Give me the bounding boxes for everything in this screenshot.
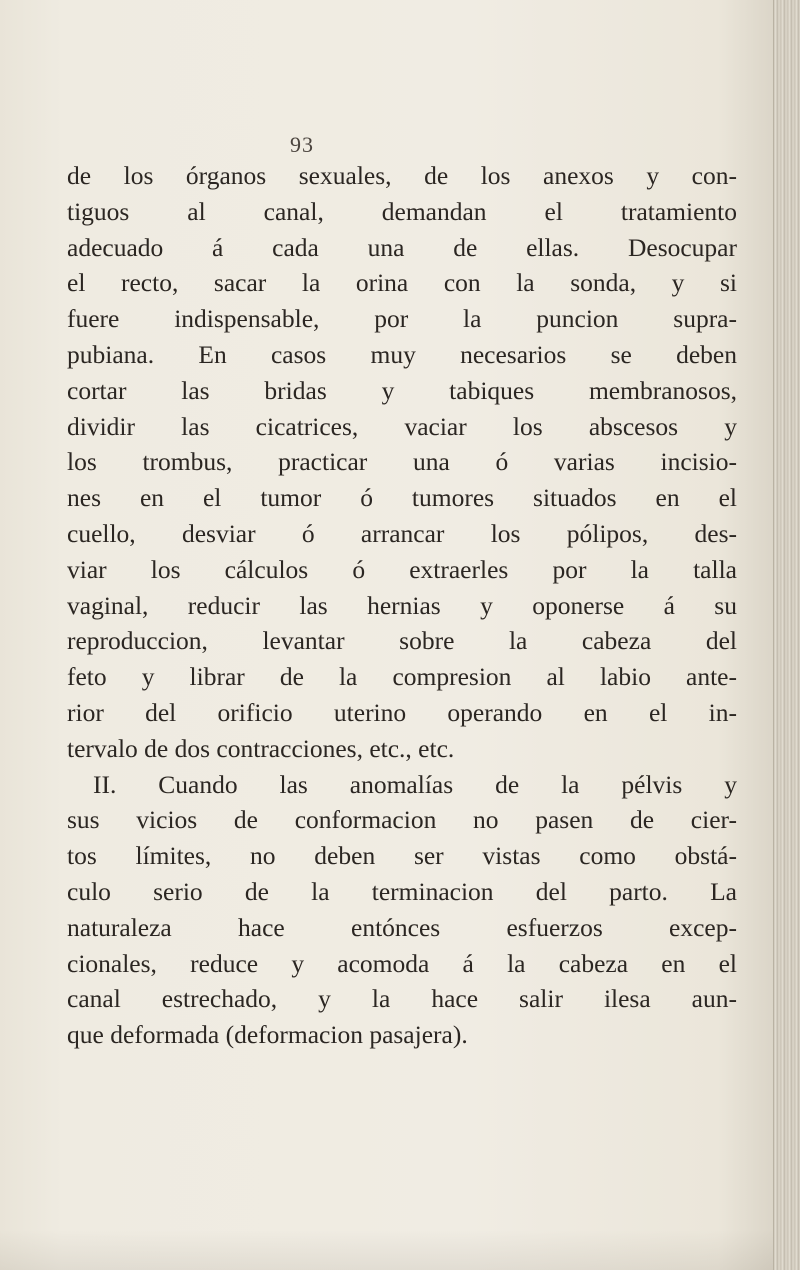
- text-line: tos límites, no deben ser vistas como obstá-: [67, 841, 737, 871]
- text-line: vaginal, reducir las hernias y oponerse á su: [67, 590, 737, 620]
- text-line: adecuado á cada una de ellas. Desocupar: [67, 232, 737, 262]
- page-bottom-shadow: [0, 1230, 780, 1270]
- book-page-edge: [773, 0, 800, 1270]
- text-line: II. Cuando las anomalías de la pélvis y: [93, 769, 737, 799]
- text-line: sus vicios de conformacion no pasen de cier-: [67, 805, 737, 835]
- text-line: tervalo de dos contracciones, etc., etc.: [67, 733, 455, 763]
- text-line: viar los cálculos ó extraerles por la talla: [67, 554, 737, 584]
- text-line: de los órganos sexuales, de los anexos y con-: [67, 161, 737, 190]
- body-text: [67, 158, 737, 1053]
- text-line: rior del orificio uterino operando en el in-: [67, 697, 737, 727]
- text-line: cortar las bridas y tabiques membranosos,: [67, 375, 737, 405]
- text-line: pubiana. En casos muy necesarios se deben: [67, 339, 737, 369]
- text-line: reproduccion, levantar sobre la cabeza del: [67, 626, 737, 656]
- text-line: nes en el tumor ó tumores situados en el: [67, 483, 737, 513]
- text-line: dividir las cicatrices, vaciar los abscesos y: [67, 411, 737, 441]
- text-line: cionales, reduce y acomoda á la cabeza en el: [67, 948, 737, 978]
- text-line: canal estrechado, y la hace salir ilesa aun-: [67, 984, 737, 1014]
- text-line: fuere indispensable, por la puncion supra-: [67, 304, 737, 334]
- text-line: tiguos al canal, demandan el tratamiento: [67, 196, 737, 226]
- text-line: el recto, sacar la orina con la sonda, y si: [67, 268, 737, 298]
- text-line: naturaleza hace entónces esfuerzos excep-: [67, 912, 737, 942]
- text-line: culo serio de la terminacion del parto. La: [67, 876, 737, 906]
- page-number: 93: [290, 132, 314, 157]
- text-line: cuello, desviar ó arrancar los pólipos, des-: [67, 518, 737, 548]
- text-line: que deformada (deformacion pasajera).: [67, 1020, 468, 1050]
- text-line: feto y librar de la compresion al labio ante-: [67, 662, 737, 692]
- text-line: los trombus, practicar una ó varias incisio-: [67, 447, 737, 477]
